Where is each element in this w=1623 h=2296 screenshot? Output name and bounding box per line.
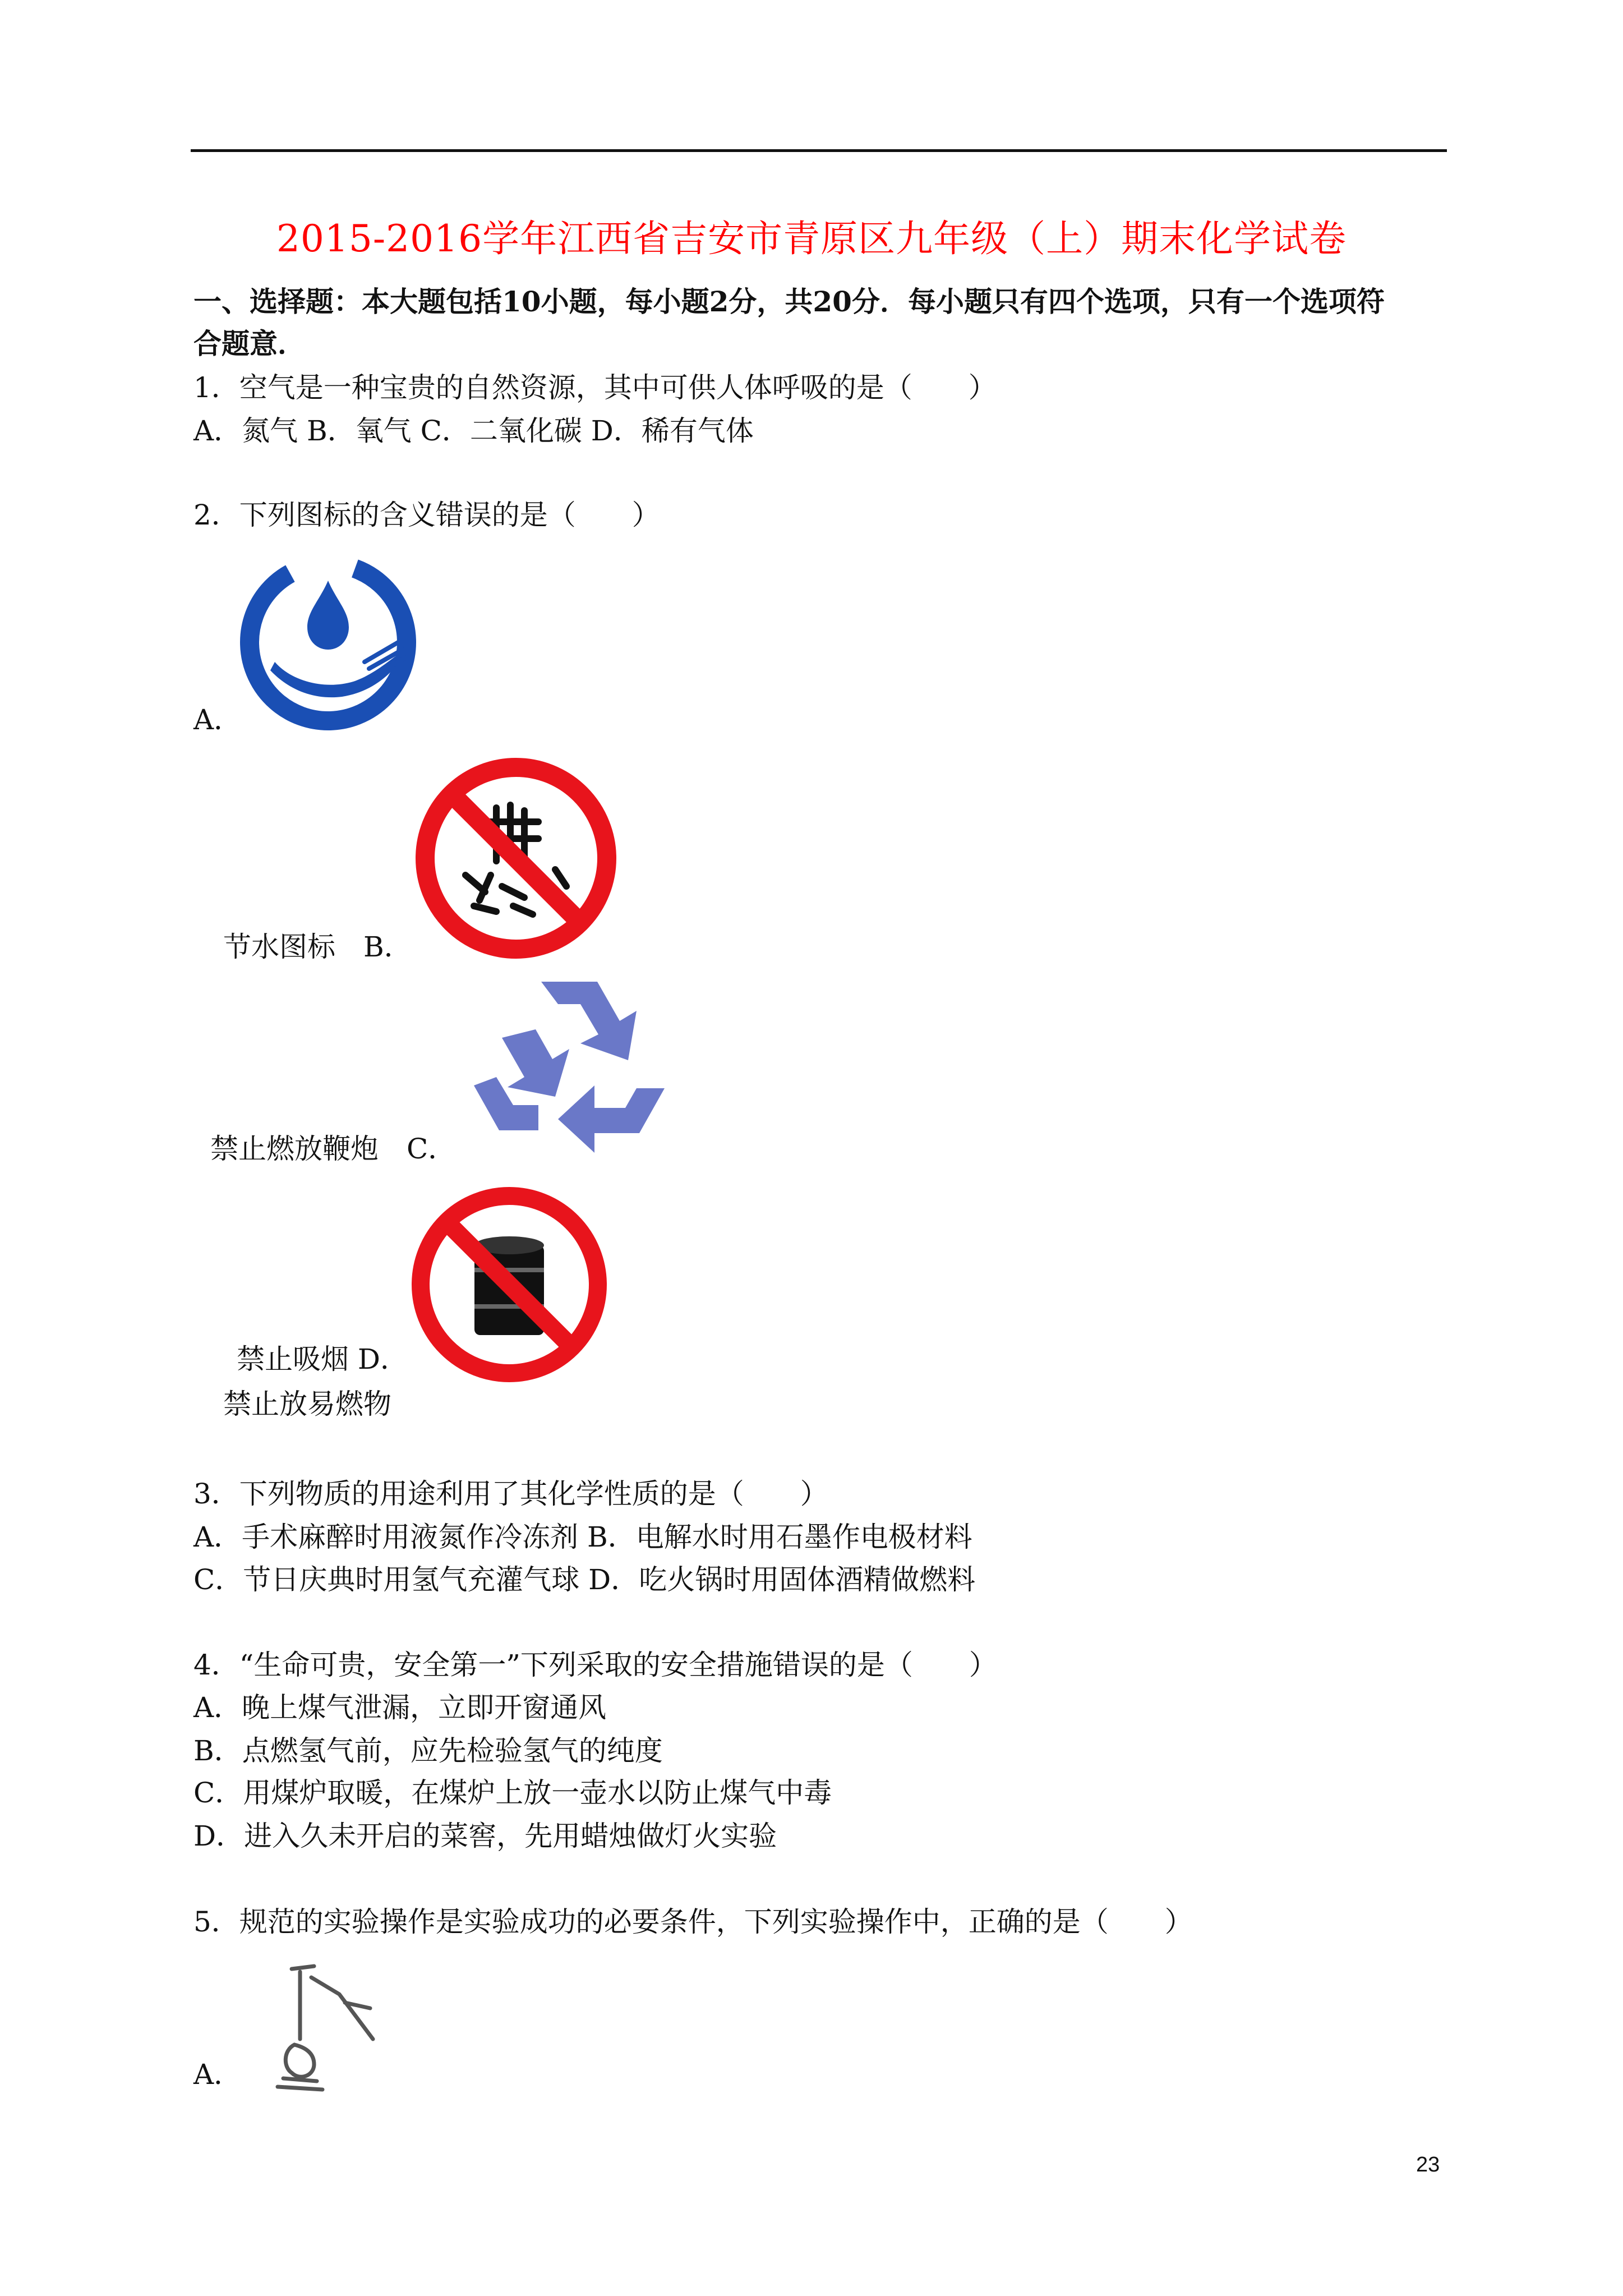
q2-option-a-label: A． xyxy=(193,703,242,736)
no-flammables-icon xyxy=(408,1184,610,1386)
no-firecrackers-icon xyxy=(412,754,620,962)
q4-option-d: D．进入久未开启的菜窖，先用蜡烛做灯火实验 xyxy=(193,1820,777,1852)
q4-option-c: C．用煤炉取暖，在煤炉上放一壶水以防止煤气中毒 xyxy=(193,1777,832,1809)
page-title: 2015-2016学年江西省吉安市青原区九年级（上）期末化学试卷 xyxy=(276,217,1347,260)
q3-options-line2: C．节日庆典时用氢气充灌气球 D．吃火锅时用固体酒精做燃料 xyxy=(193,1563,976,1596)
q5-option-a-label: A． xyxy=(193,2058,242,2091)
q2-stem: 2．下列图标的含义错误的是（ ） xyxy=(193,499,660,531)
page-number: 23 xyxy=(1416,2153,1440,2177)
q2-option-d-caption: 禁止放易燃物 xyxy=(223,1388,391,1420)
q2-option-a-caption: 节水图标 B． xyxy=(223,931,412,963)
q2-option-c-caption: 禁止吸烟 D． xyxy=(237,1343,408,1375)
q1-stem: 1．空气是一种宝贵的自然资源，其中可供人体呼吸的是（ ） xyxy=(193,371,997,404)
lab-apparatus-icon xyxy=(261,1955,390,2095)
q2-option-b-caption: 禁止燃放鞭炮 C． xyxy=(210,1133,457,1165)
header-rule xyxy=(191,149,1447,152)
recycle-icon xyxy=(468,976,670,1156)
q3-stem: 3．下列物质的用途利用了其化学性质的是（ ） xyxy=(193,1478,828,1510)
q4-option-a: A．晚上煤气泄漏，立即开窗通风 xyxy=(193,1691,607,1724)
q4-stem: 4．“生命可贵，安全第一”下列采取的安全措施错误的是（ ） xyxy=(193,1649,997,1681)
q3-options-line1: A．手术麻醉时用液氮作冷冻剂 B．电解水时用石墨作电极材料 xyxy=(193,1521,972,1553)
water-saving-icon xyxy=(236,550,421,735)
q5-stem: 5．规范的实验操作是实验成功的必要条件，下列实验操作中，正确的是（ ） xyxy=(193,1906,1193,1938)
section-heading-line2: 合题意． xyxy=(193,327,306,360)
section-heading-line1: 一、选择题：本大题包括10小题，每小题2分，共20分．每小题只有四个选项，只有一个选项符 xyxy=(193,285,1385,318)
q4-option-b: B．点燃氢气前，应先检验氢气的纯度 xyxy=(193,1734,663,1767)
q1-options: A．氮气 B．氧气 C．二氧化碳 D．稀有气体 xyxy=(193,415,754,447)
